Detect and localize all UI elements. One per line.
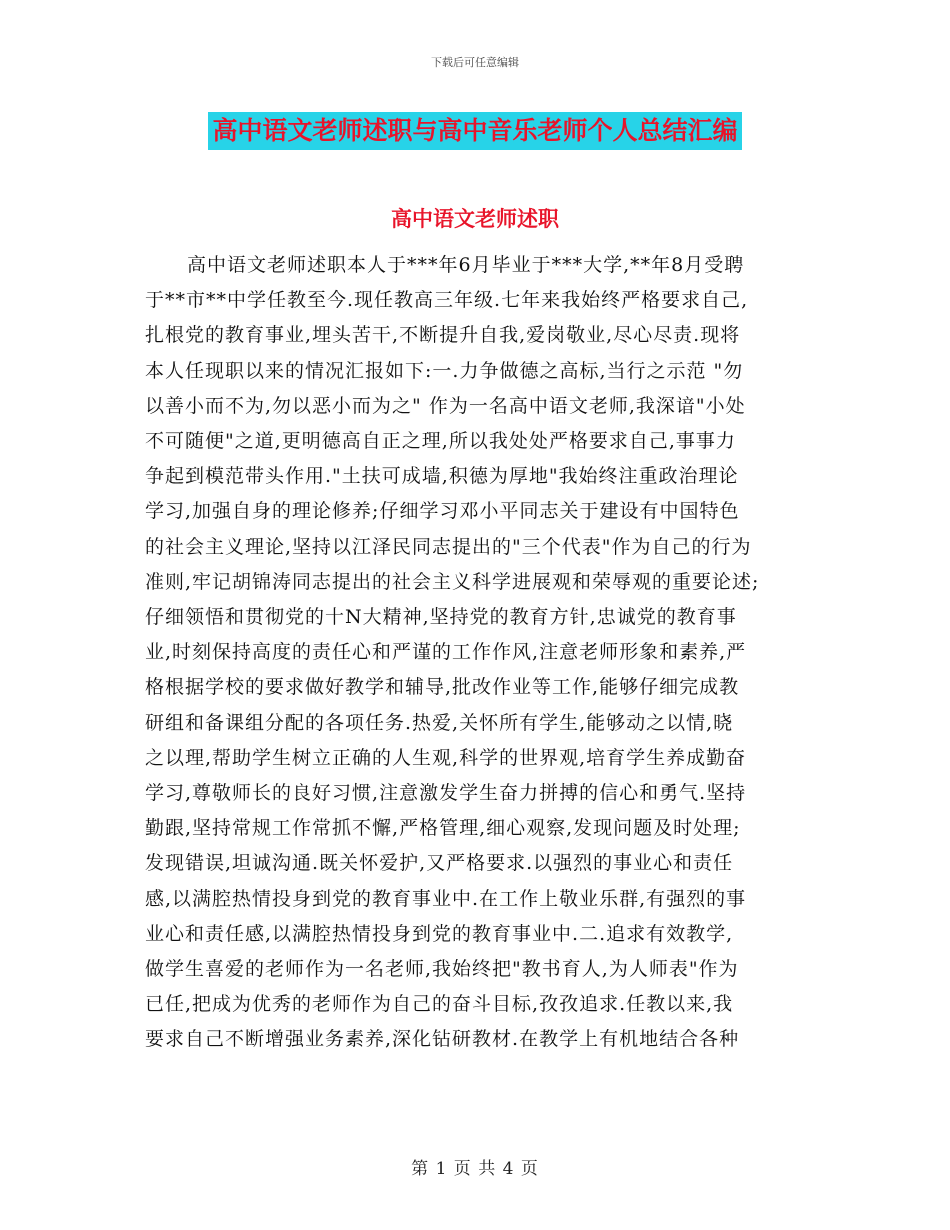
body-line: 扎根党的教育事业,埋头苦干,不断提升自我,爱岗敬业,尽心尽责.现将 — [145, 324, 741, 347]
body-text — [145, 248, 813, 1058]
body-line: 学习,加强自身的理论修养;仔细学习邓小平同志关于建设有中国特色 — [145, 500, 740, 523]
body-line: 格根据学校的要求做好教学和辅导,批改作业等工作,能够仔细完成教 — [145, 676, 740, 699]
body-line: 业心和责任感,以满腔热情投身到党的教育事业中.二.追求有效教学, — [145, 922, 734, 945]
section-title: 高中语文老师述职 — [391, 206, 559, 231]
body-line: 仔细领悟和贯彻党的十N大精神,坚持党的教育方针,忠诚党的教育事 — [145, 606, 737, 629]
body-line: 争起到模范带头作用."土扶可成墙,积德为厚地"我始终注重政治理论 — [145, 465, 739, 488]
body-line: 不可随便"之道,更明德高自正之理,所以我处处严格要求自己,事事力 — [145, 430, 736, 453]
page-footer: 第 1 页 共 4 页 — [411, 1159, 539, 1179]
body-line: 研组和备课组分配的各项任务.热爱,关怀所有学生,能够动之以情,晓 — [145, 711, 734, 734]
header-note: 下载后可任意编辑 — [431, 56, 519, 69]
body-line: 发现错误,坦诚沟通.既关怀爱护,又严格要求.以强烈的事业心和责任 — [145, 852, 734, 875]
document-title: 高中语文老师述职与高中音乐老师个人总结汇编 — [208, 112, 741, 150]
body-line: 高中语文老师述职本人于***年6月毕业于***大学,**年8月受聘 — [187, 254, 745, 276]
body-line: 做学生喜爱的老师作为一名老师,我始终把"教书育人,为人师表"作为 — [145, 958, 739, 981]
body-line: 已任,把成为优秀的老师作为自己的奋斗目标,孜孜追求.任教以来,我 — [145, 993, 734, 1016]
body-line: 准则,牢记胡锦涛同志提出的社会主义科学进展观和荣辱观的重要论述; — [145, 570, 760, 593]
body-line: 勤跟,坚持常规工作常抓不懈,严格管理,细心观察,发现问题及时处理; — [145, 817, 741, 840]
body-line: 于**市**中学任教至今.现任教高三年级.七年来我始终严格要求自己, — [145, 289, 749, 312]
body-line: 感,以满腔热情投身到党的教育事业中.在工作上敬业乐群,有强烈的事 — [145, 887, 747, 910]
body-line: 本人任现职以来的情况汇报如下:一.力争做德之高标,当行之示范 "勿 — [145, 359, 744, 382]
body-line: 之以理,帮助学生树立正确的人生观,科学的世界观,培育学生养成勤奋 — [145, 746, 747, 769]
body-line: 以善小而不为,勿以恶小而为之" 作为一名高中语文老师,我深谙"小处 — [145, 394, 746, 417]
body-line: 的社会主义理论,坚持以江泽民同志提出的"三个代表"作为自己的行为 — [145, 535, 752, 558]
body-line: 业,时刻保持高度的责任心和严谨的工作作风,注意老师形象和素养,严 — [145, 641, 747, 664]
document-title-container — [0, 112, 950, 150]
body-line: 学习,尊敬师长的良好习惯,注意激发学生奋力拼搏的信心和勇气.坚持 — [145, 782, 747, 805]
body-line: 要求自己不断增强业务素养,深化钻研教材.在教学上有机地结合各种 — [145, 1028, 740, 1051]
